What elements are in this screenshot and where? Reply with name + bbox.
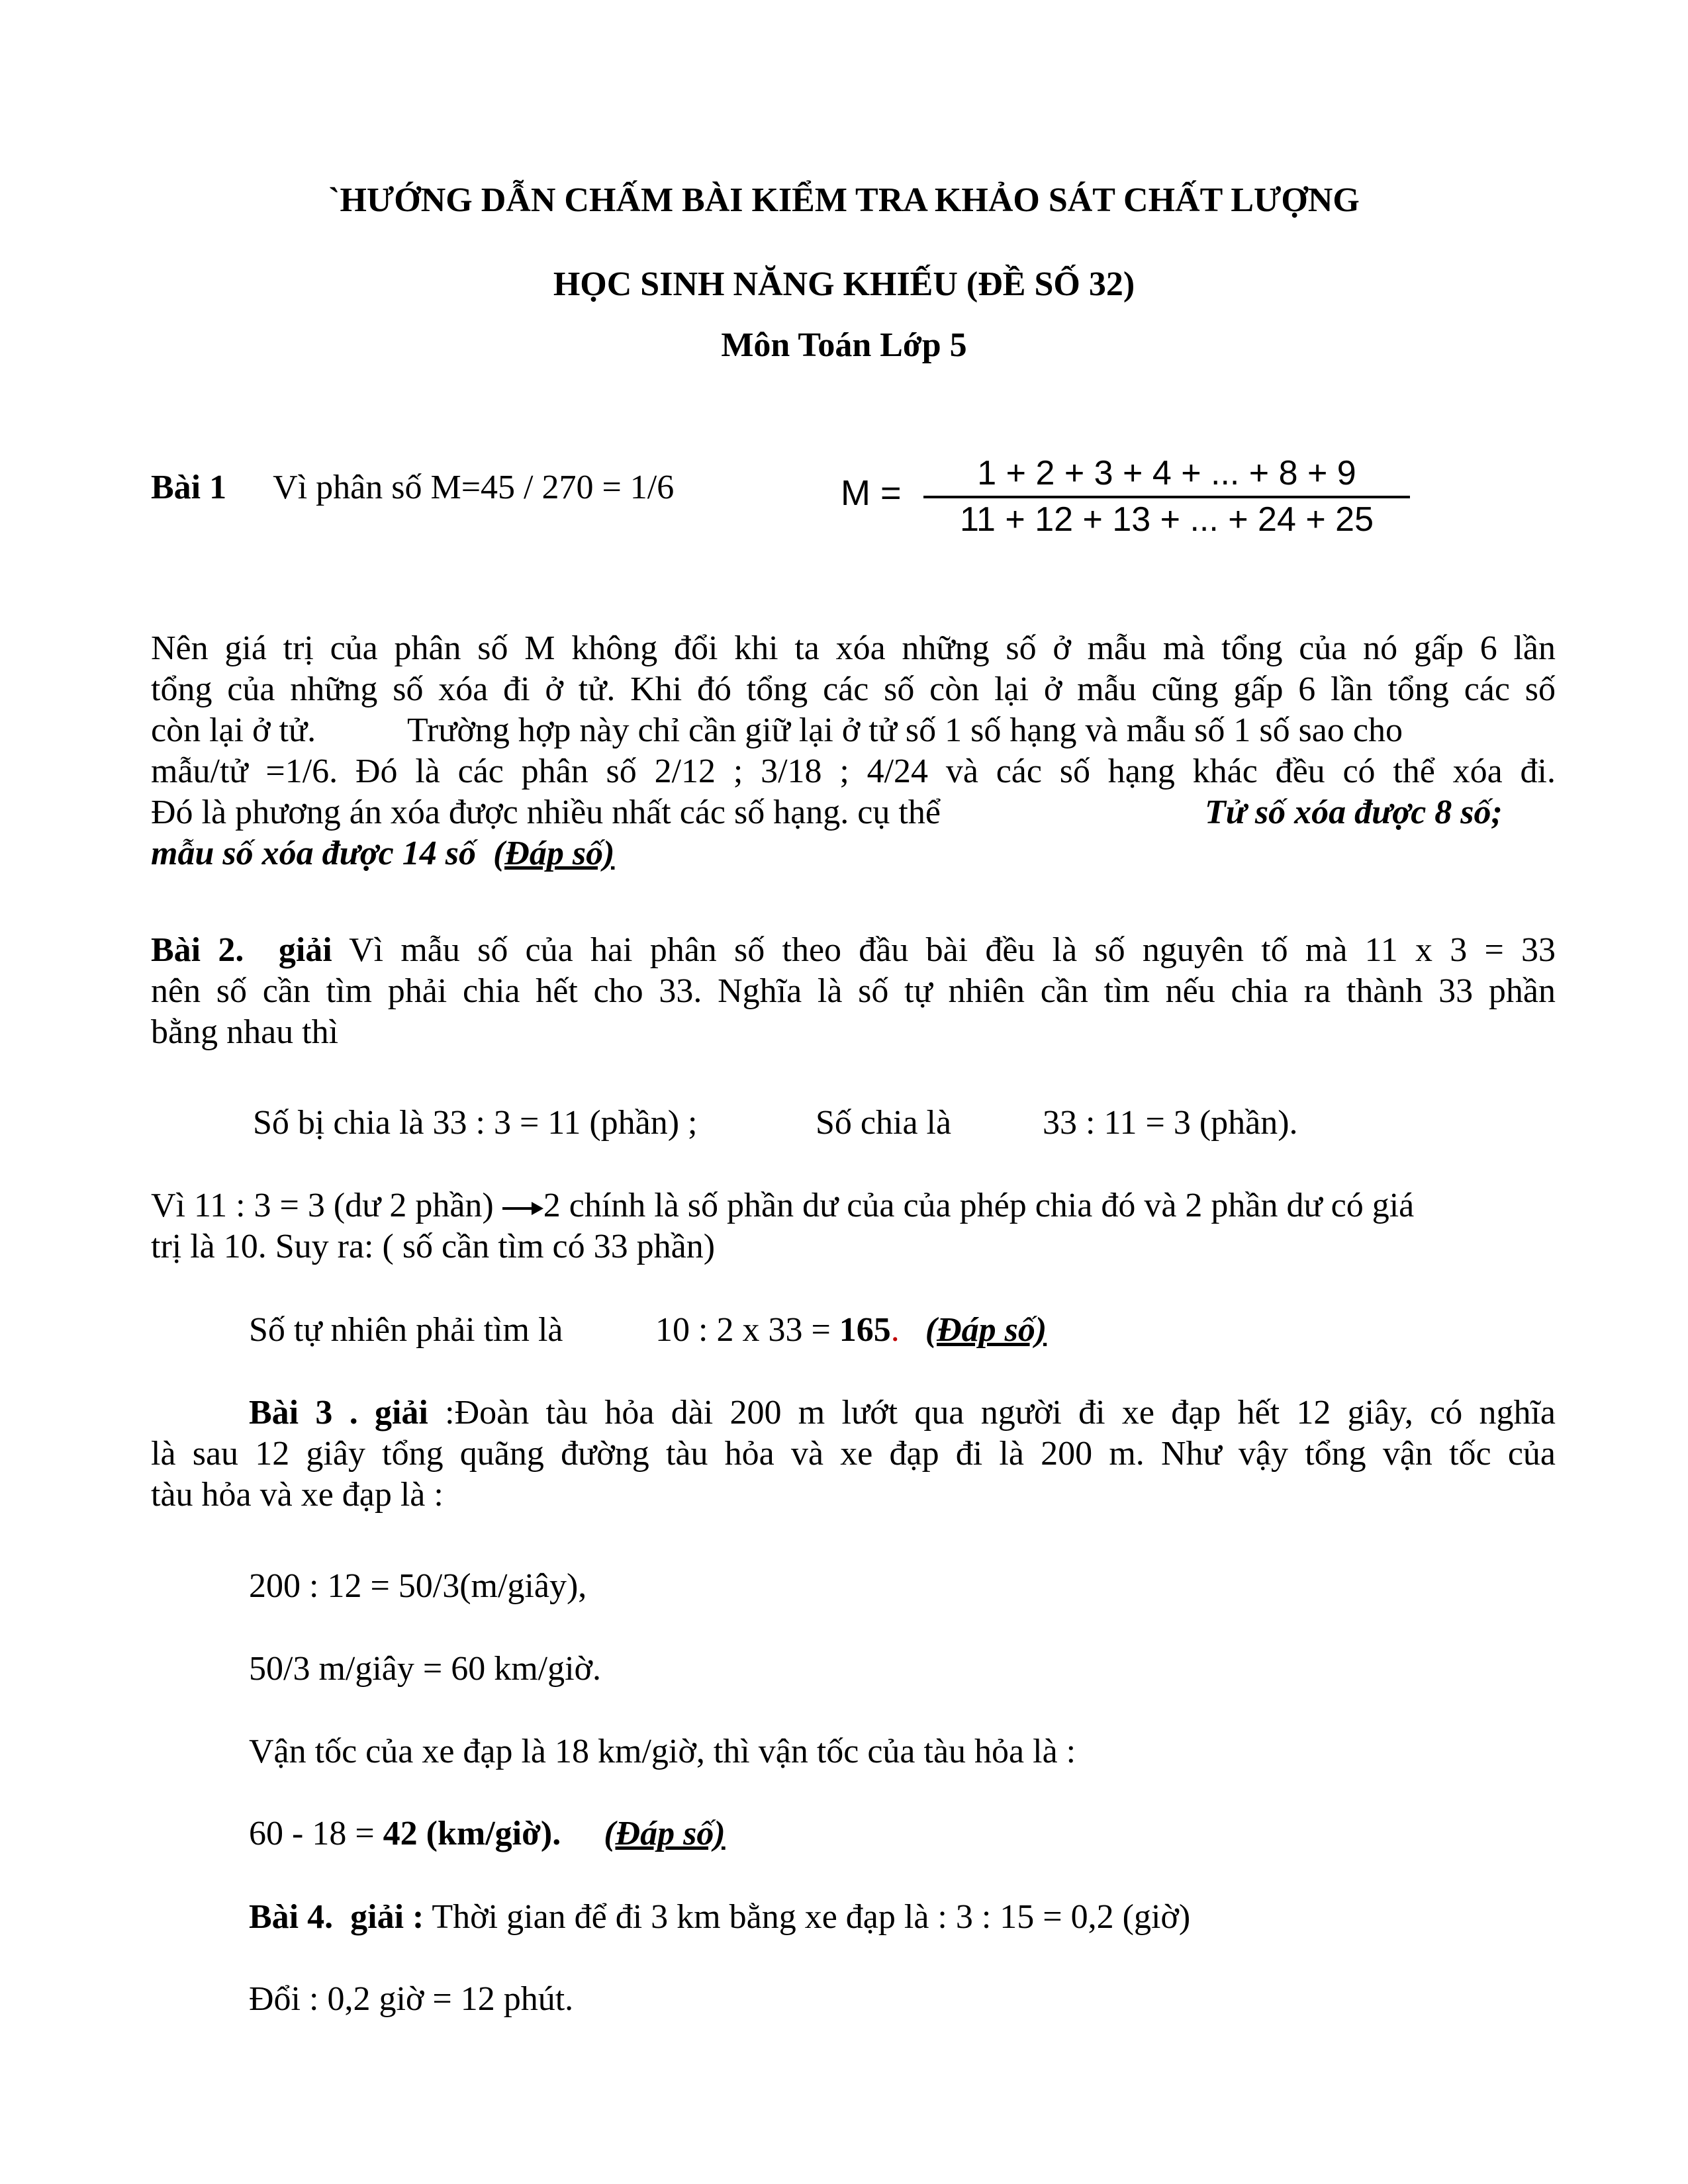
bai1-line3b: Trường hợp này chỉ cần giữ lại ở tử số 1 số hạng và mẫu số 1 số sao cho — [407, 711, 1403, 749]
bai2-vi-line2: trị là 10. Suy ra: ( số cần tìm có 33 phần) — [151, 1228, 716, 1265]
bai3-line3: tàu hỏa và xe đạp là : — [151, 1476, 444, 1514]
bai1-label: Bài 1 — [151, 469, 227, 506]
bai2-so-bi-chia: Số bị chia là 33 : 3 = 11 (phần) ; — [253, 1104, 698, 1142]
bai2-final-label: Số tự nhiên phải tìm là — [249, 1311, 563, 1349]
bai2-giai: giải — [278, 931, 332, 969]
formula-denominator: 11 + 12 + 13 + ... + 24 + 25 — [960, 500, 1374, 539]
bai3-line2: là sau 12 giây tổng quãng đường tàu hỏa và xe đạp đi là 200 m. Như vậy tổng vận tốc của — [151, 1435, 1556, 1473]
bai1-line3a: còn lại ở tử. — [151, 711, 316, 749]
arrow-right-icon — [502, 1199, 543, 1218]
bai3-calc1: 200 : 12 = 50/3(m/giây), — [249, 1567, 587, 1605]
bai2-dap-so: (Đáp số) — [925, 1311, 1047, 1349]
bai3-calc2: 50/3 m/giây = 60 km/giờ. — [249, 1650, 602, 1688]
bai2-line2: nên số cần tìm phải chia hết cho 33. Nghĩa là số tự nhiên cần tìm nếu chia ra thành 33 phần — [151, 972, 1556, 1010]
subject-line: Môn Toán Lớp 5 — [721, 326, 967, 364]
bai1-line4: mẫu/tử =1/6. Đó là các phân số 2/12 ; 3/18 ; 4/24 và các số hạng khác đều có thể xóa đi. — [151, 752, 1556, 790]
bai1-dap-so: (Đáp số) — [492, 835, 615, 872]
bai1-tuso-answer: Tử số xóa được 8 số; — [1205, 794, 1503, 831]
bai3-giai: giải — [374, 1394, 428, 1432]
formula-lhs: M = — [841, 473, 902, 513]
bai2-so-chia-label: Số chia là — [816, 1104, 952, 1142]
fraction-formula — [841, 453, 1410, 539]
bai3-calc3: Vận tốc của xe đạp là 18 km/giờ, thì vận tốc của tàu hỏa là : — [249, 1733, 1076, 1770]
bai1-line5: Đó là phương án xóa được nhiều nhất các số hạng. cụ thể — [151, 794, 941, 831]
bai2-line3: bằng nhau thì — [151, 1013, 339, 1051]
bai4-giai: giải : — [350, 1898, 424, 1936]
bai2-answer-value: 165 — [839, 1311, 891, 1349]
document-subtitle: HỌC SINH NĂNG KHIẾU (ĐỀ SỐ 32) — [553, 265, 1135, 303]
bai3-calc4: 60 - 18 = 42 (km/giờ). (Đáp số) — [249, 1815, 726, 1852]
bai1-mauso-answer: mẫu số xóa được 14 số — [151, 835, 476, 872]
bai2-so-chia-value: 33 : 11 = 3 (phần). — [1043, 1104, 1298, 1142]
bai2-label: Bài 2. — [151, 931, 244, 969]
formula-numerator: 1 + 2 + 3 + 4 + ... + 8 + 9 — [977, 454, 1356, 492]
bai1-line3 — [151, 710, 316, 751]
bai3-answer-value: 42 (km/giờ). — [383, 1815, 561, 1852]
bai3-dap-so: (Đáp số) — [604, 1815, 726, 1852]
bai1-intro — [151, 467, 674, 508]
bai1-intro-text: Vì phân số M=45 / 270 = 1/6 — [273, 469, 675, 506]
bai2-final-result: 10 : 2 x 33 = 165. (Đáp số) — [655, 1311, 1047, 1349]
bai3-label: Bài 3 . — [249, 1394, 358, 1432]
fraction-bar — [923, 496, 1410, 498]
bai4-line2: Đổi : 0,2 giờ = 12 phút. — [249, 1980, 574, 2018]
bai4-label: Bài 4. — [249, 1898, 334, 1936]
bai2-line1: Bài 2. giải Vì mẫu số của hai phân số theo đầu bài đều là số nguyên tố mà 11 x 3 = 33 — [151, 931, 1556, 969]
bai4-line1: Bài 4. giải : Thời gian để đi 3 km bằng xe đạp là : 3 : 15 = 0,2 (giờ) — [249, 1898, 1191, 1936]
bai1-line2: tổng của những số xóa đi ở tử. Khi đó tổng các số còn lại ở mẫu cũng gấp 6 lần tổng các số — [151, 670, 1556, 708]
bai3-line1: Bài 3 . giải :Đoàn tàu hỏa dài 200 m lướt qua người đi xe đạp hết 12 giây, có nghĩa — [249, 1394, 1556, 1432]
document-title: `HƯỚNG DẪN CHẤM BÀI KIỂM TRA KHẢO SÁT CHẤT LƯỢNG — [328, 181, 1360, 219]
bai1-line1: Nên giá trị của phân số M không đổi khi ta xóa những số ở mẫu mà tổng của nó gấp 6 lần — [151, 629, 1556, 667]
bai1-line6 — [151, 833, 614, 874]
bai2-vi-line: Vì 11 : 3 = 3 (dư 2 phần) 2 chính là số phần dư của của phép chia đó và 2 phần dư có giá — [151, 1187, 1415, 1224]
